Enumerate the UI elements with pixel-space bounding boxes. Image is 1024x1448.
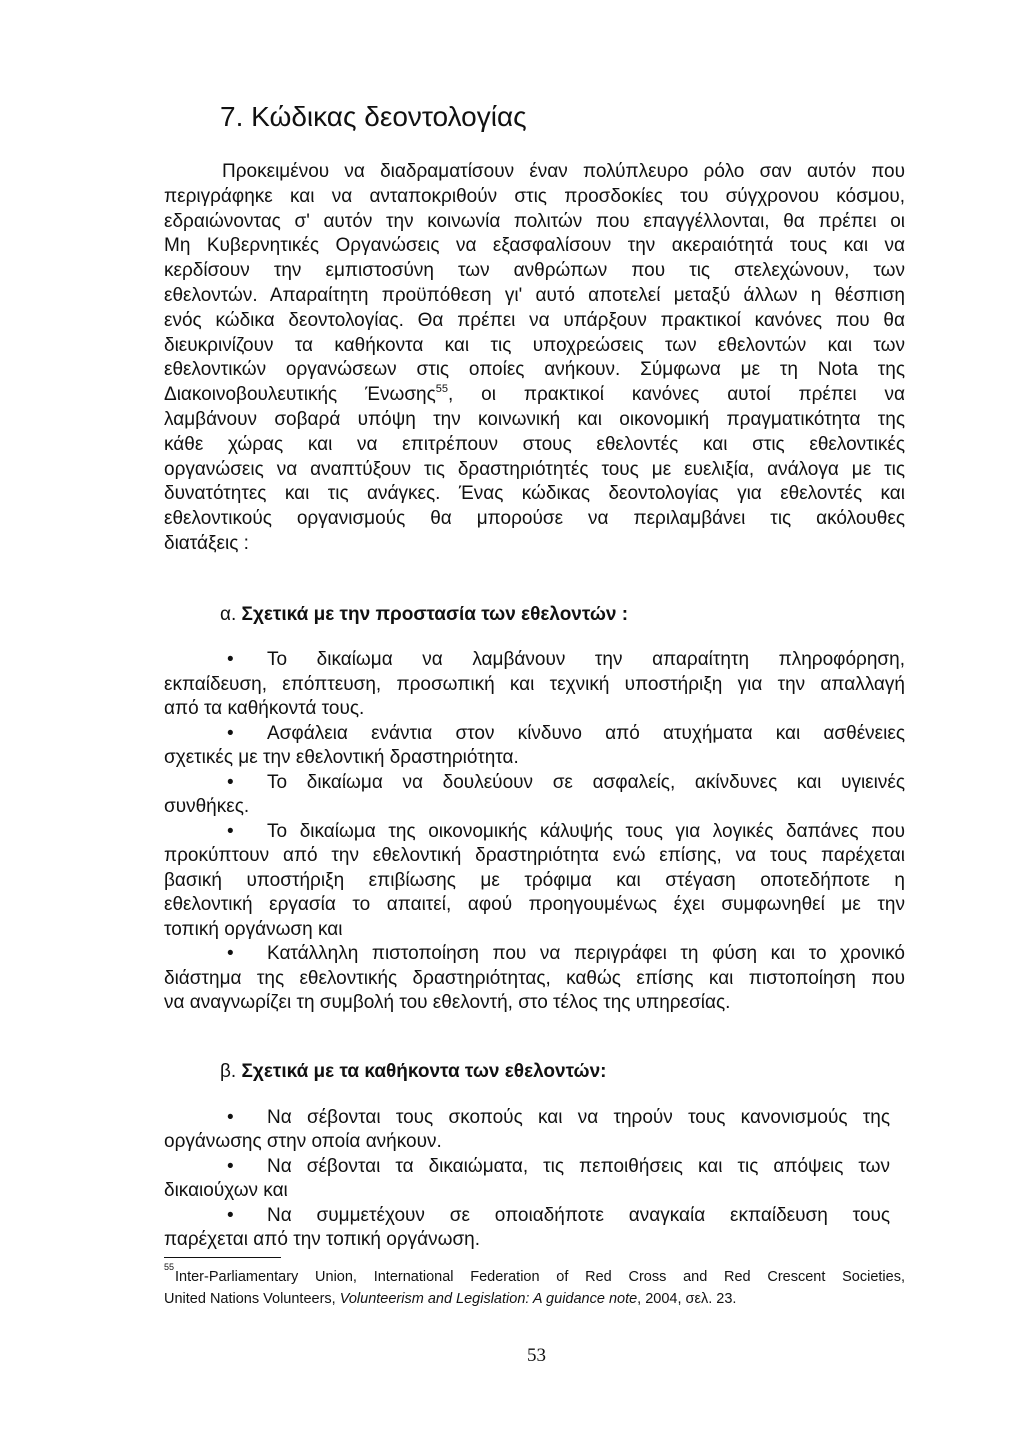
list-item-line: από τα καθήκοντά τους.: [164, 698, 365, 719]
section-a-list: [164, 648, 905, 1016]
intro-line: δυνατότητες και τις ανάγκες. Ένας κώδικας δεοντολογίας για εθελοντές και: [164, 483, 905, 505]
bullet-icon: •: [227, 1204, 234, 1226]
intro-line: ενός κώδικα δεοντολογίας. Θα πρέπει να υπάρξουν πρακτικοί κανόνες που θα: [164, 309, 905, 331]
intro-line: [164, 383, 905, 408]
list-item-text: Ασφάλεια ενάντια στον κίνδυνο από ατυχήματα και ασθένειες: [267, 722, 905, 744]
intro-line: περιγράφηκε και να ανταποκριθούν στις προσδοκίες του σύγχρονου κόσμου,: [164, 185, 905, 207]
intro-line: εδραιώνοντας σ' αυτόν την κοινωνία πολιτών που επαγγέλλονται, θα πρέπει οι: [164, 210, 905, 232]
intro-line: Μη Κυβερνητικές Οργανώσεις να εξασφαλίσουν την ακεραιότητά τους και να: [164, 235, 905, 257]
list-item-line: τοπική οργάνωση και: [164, 918, 343, 940]
intro-line-text: , οι πρακτικοί κανόνες αυτοί πρέπει να: [448, 384, 905, 406]
intro-line: διευκρινίζουν τα καθήκοντα και τις υποχρεώσεις των εθελοντών και των: [164, 334, 905, 356]
list-item-text: Κατάλληλη πιστοποίηση που να περιγράφει τη φύση και το χρονικό: [267, 943, 905, 964]
bullet-line: [164, 1204, 890, 1228]
bullet-icon: •: [227, 1155, 234, 1177]
footnote-separator: [164, 1257, 281, 1258]
section-a-marker: α.: [220, 604, 237, 625]
footnote: [164, 1262, 905, 1310]
section-a-heading-text: Σχετικά με την προστασία των εθελοντών :: [241, 604, 629, 625]
page-number: 53: [527, 1345, 546, 1366]
bullet-line: [164, 1106, 890, 1130]
list-item-line: εκπαίδευση, επόπτευση, προσωπική και τεχνική υποστήριξη για την απαλλαγή: [164, 673, 905, 695]
list-item-text: Να σέβονται τους σκοπούς και να τηρούν τους κανονισμούς της: [267, 1107, 890, 1128]
list-item-line: οργάνωσης στην οποία ανήκουν.: [164, 1131, 442, 1153]
section-b-heading: [220, 1060, 607, 1085]
footnote-publication-title: Volunteerism and Legislation: A guidance note: [339, 1291, 638, 1307]
list-item-line: συνθήκες.: [164, 796, 250, 817]
bullet-line: [164, 722, 905, 747]
section-b-list: [164, 1106, 890, 1252]
intro-line: κερδίσουν την εμπιστοσύνη των ανθρώπων που τις στελεχώνουν, των: [164, 260, 905, 282]
intro-paragraph: [164, 160, 905, 557]
list-item-line: να αναγνωρίζει τη συμβολή του εθελοντή, στο τέλος της υπηρεσίας.: [164, 992, 731, 1013]
list-item-text: Το δικαίωμα της οικονομικής κάλυψής τους για λογικές δαπάνες που: [267, 820, 905, 842]
footnote-line: [164, 1262, 905, 1288]
list-item-line: εθελοντική εργασία το απαιτεί, αφού προηγουμένως έχει συμφωνηθεί με την: [164, 894, 905, 915]
list-item-line: διάστημα της εθελοντικής δραστηριότητας, καθώς επίσης και πιστοποίηση που: [164, 967, 905, 989]
section-b-heading-text: Σχετικά με τα καθήκοντα των εθελοντών:: [241, 1061, 607, 1082]
section-a-heading: [220, 603, 628, 628]
intro-line: κάθε χώρας και να επιτρέπουν στους εθελοντές και στις εθελοντικές: [164, 433, 905, 455]
intro-line: λαμβάνουν σοβαρά υπόψη την κοινωνική και οικονομική πραγματικότητα της: [164, 408, 905, 430]
footnote-text: Inter-Parliamentary Union, International Federation of Red Cross and Red Crescent Societies,: [175, 1269, 905, 1285]
list-item-line: δικαιούχων και: [164, 1180, 288, 1202]
bullet-icon: •: [227, 649, 234, 670]
intro-line: οργανώσεις να αναπτύξουν τις δραστηριότητές τους με ευελιξία, ανάλογα με τις: [164, 458, 905, 480]
bullet-line: [164, 820, 905, 845]
footnote-text: United Nations Volunteers,: [164, 1291, 340, 1307]
list-item-text: Το δικαίωμα να λαμβάνουν την απαραίτητη πληροφόρηση,: [267, 649, 905, 670]
footnote-line: [164, 1288, 905, 1310]
list-item-line: παρέχεται από την τοπική οργάνωση.: [164, 1228, 481, 1250]
bullet-line: [164, 1155, 890, 1179]
bullet-icon: •: [227, 771, 234, 793]
intro-line: εθελοντών. Απαραίτητη προϋπόθεση γι' αυτό αποτελεί μεταξύ άλλων η θέσπιση: [164, 284, 905, 306]
bullet-icon: •: [227, 1107, 234, 1128]
bullet-icon: •: [227, 722, 234, 744]
footnote-text: , 2004, σελ. 23.: [637, 1291, 737, 1307]
intro-line: εθελοντικούς οργανισμούς θα μπορούσε να περιλαμβάνει τις ακόλουθες: [164, 508, 905, 530]
section-b-marker: β.: [220, 1061, 237, 1082]
list-item-line: βασική υποστήριξη επιβίωσης με τρόφιμα και στέγαση οποτεδήποτε η: [164, 869, 905, 891]
footnote-number: 55: [164, 1262, 175, 1272]
bullet-icon: •: [227, 820, 234, 842]
list-item-line: προκύπτουν από την εθελοντική δραστηριότητα ενώ επίσης, να τους παρέχεται: [164, 845, 905, 866]
list-item-text: Να σέβονται τα δικαιώματα, τις πεποιθήσεις και τις απόψεις των: [267, 1155, 890, 1177]
list-item-text: Να συμμετέχουν σε οποιαδήποτε αναγκαία εκπαίδευση τους: [267, 1204, 890, 1226]
intro-line-text: Διακοινοβουλευτικής Ένωσης: [164, 384, 436, 406]
bullet-line: [164, 942, 905, 967]
footnote-reference: 55: [435, 383, 449, 396]
intro-line: Προκειμένου να διαδραματίσουν έναν πολύπλευρο ρόλο σαν αυτόν που: [222, 161, 905, 182]
section-title: 7. Κώδικας δεοντολογίας: [220, 101, 527, 132]
list-item-text: Το δικαίωμα να δουλεύουν σε ασφαλείς, ακίνδυνες και υγιεινές: [267, 771, 905, 793]
list-item-line: σχετικές με την εθελοντική δραστηριότητα.: [164, 747, 519, 768]
intro-line: διατάξεις :: [164, 532, 249, 554]
bullet-line: [164, 771, 905, 796]
bullet-icon: •: [227, 943, 234, 964]
bullet-line: [164, 648, 905, 673]
intro-line: εθελοντικών οργανώσεων στις οποίες ανήκουν. Σύμφωνα με τη Nota της: [164, 359, 905, 381]
